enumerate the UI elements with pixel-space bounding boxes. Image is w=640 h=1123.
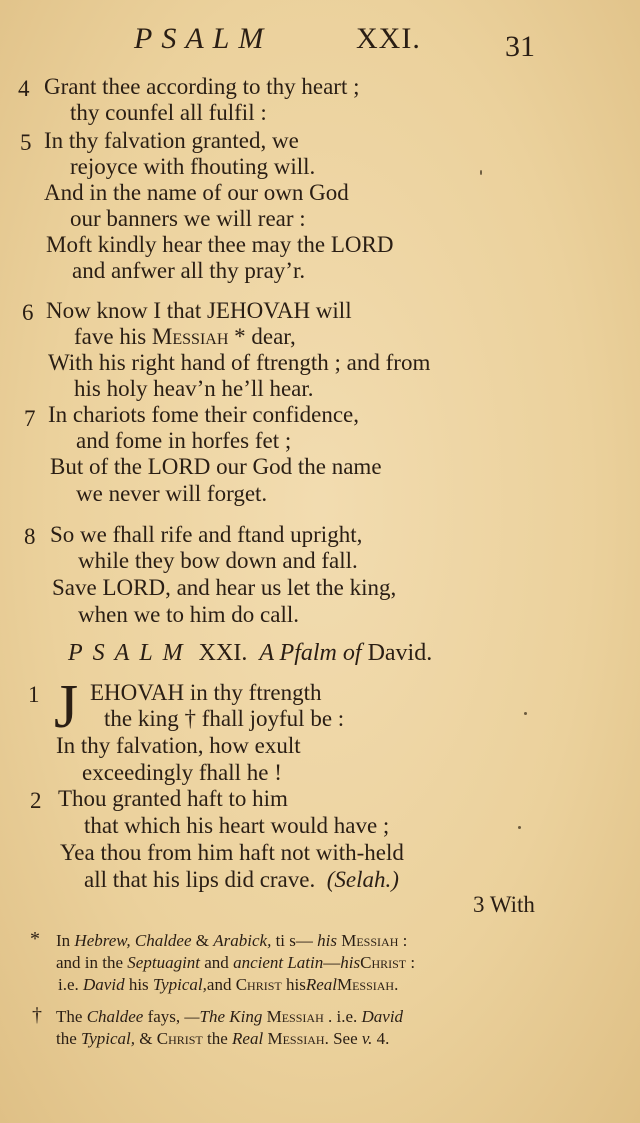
verse-line: all that his lips did crave. (Selah.) [84,867,399,892]
verse-line: and anfwer all thy pray’r. [72,258,306,283]
verse-line: rejoyce with fhouting will. [70,154,316,179]
verse-number: 6 [22,300,34,325]
messiah-word: Messiah [151,324,229,349]
verse-line: In thy falvation granted, we [44,128,299,153]
verse-line: we never will forget. [76,481,268,506]
verse-line: Grant thee according to thy heart ; [44,74,360,99]
verse-line: In thy falvation, how exult [56,733,301,758]
verse-number: 5 [20,130,32,155]
psalm-heading: PSALM XXI. A Pfalm of David. [68,640,433,666]
verse-line: So we fhall rife and ftand upright, [50,522,363,547]
verse-number: 7 [24,406,36,431]
verse-line: In chariots fome their confidence, [48,402,360,427]
verse-line: and fome in horfes fet ; [76,428,292,453]
running-header-numeral: XXI. [356,22,421,55]
verse-line: while they bow down and fall. [78,548,358,573]
verse-line: Yea thou from him haft not with-held [60,840,404,865]
verse-number: 4 [18,76,30,101]
verse-line: Save LORD, and hear us let the king, [52,575,397,600]
paper-speck [524,712,527,715]
verse-number: 1 [28,682,40,707]
verse-line: With his right hand of ftrength ; and from [48,350,431,375]
paper-speck [518,826,521,829]
footnote-line: i.e. David his Typical,and Christ hisRealMessiah. [58,975,399,994]
verse-line: fave his Messiah * dear, [74,324,296,349]
verse-line: EHOVAH in thy ftrength [90,680,322,705]
footnote-line: The Chaldee fays, —The King Messiah . i.e. David [56,1007,404,1026]
verse-line: our banners we will rear : [70,206,306,231]
footnote-line: the Typical, & Christ the Real Messiah. See v. 4. [56,1029,390,1048]
verse-line: And in the name of our own God [44,180,349,205]
paper-speck [480,170,482,175]
verse-number: 2 [30,788,42,813]
verse-line: that which his heart would have ; [84,813,390,838]
page-number: 31 [505,30,535,63]
footnote-star [56,930,415,996]
catchword: 3 With [473,892,535,917]
verse-number: 8 [24,524,36,549]
verse-line: exceedingly fhall he ! [82,760,282,785]
verse-line: Now know I that JEHOVAH will [46,298,352,323]
verse-line: thy counfel all fulfil : [70,100,267,125]
footnote-line: and in the Septuagint and ancient Latin—hisChrist : [56,953,416,972]
footnote-star-mark: * [30,928,40,950]
footnote-dagger-mark: † [32,1004,42,1026]
verse-line: Moft kindly hear thee may the LORD [46,232,394,257]
verse-line: the king † fhall joyful be : [104,706,345,731]
drop-cap: J [54,673,79,741]
verse-line: when we to him do call. [78,602,300,627]
running-header-title: PSALM [134,22,273,55]
footnote-line: In Hebrew, Chaldee & Arabick, ti s— his Messiah : [56,931,408,950]
footnote-dagger [56,1006,403,1050]
verse-line: But of the LORD our God the name [50,454,382,479]
verse-line: Thou granted haft to him [58,786,288,811]
verse-line: his holy heav’n he’ll hear. [74,376,314,401]
selah: (Selah.) [326,867,399,892]
